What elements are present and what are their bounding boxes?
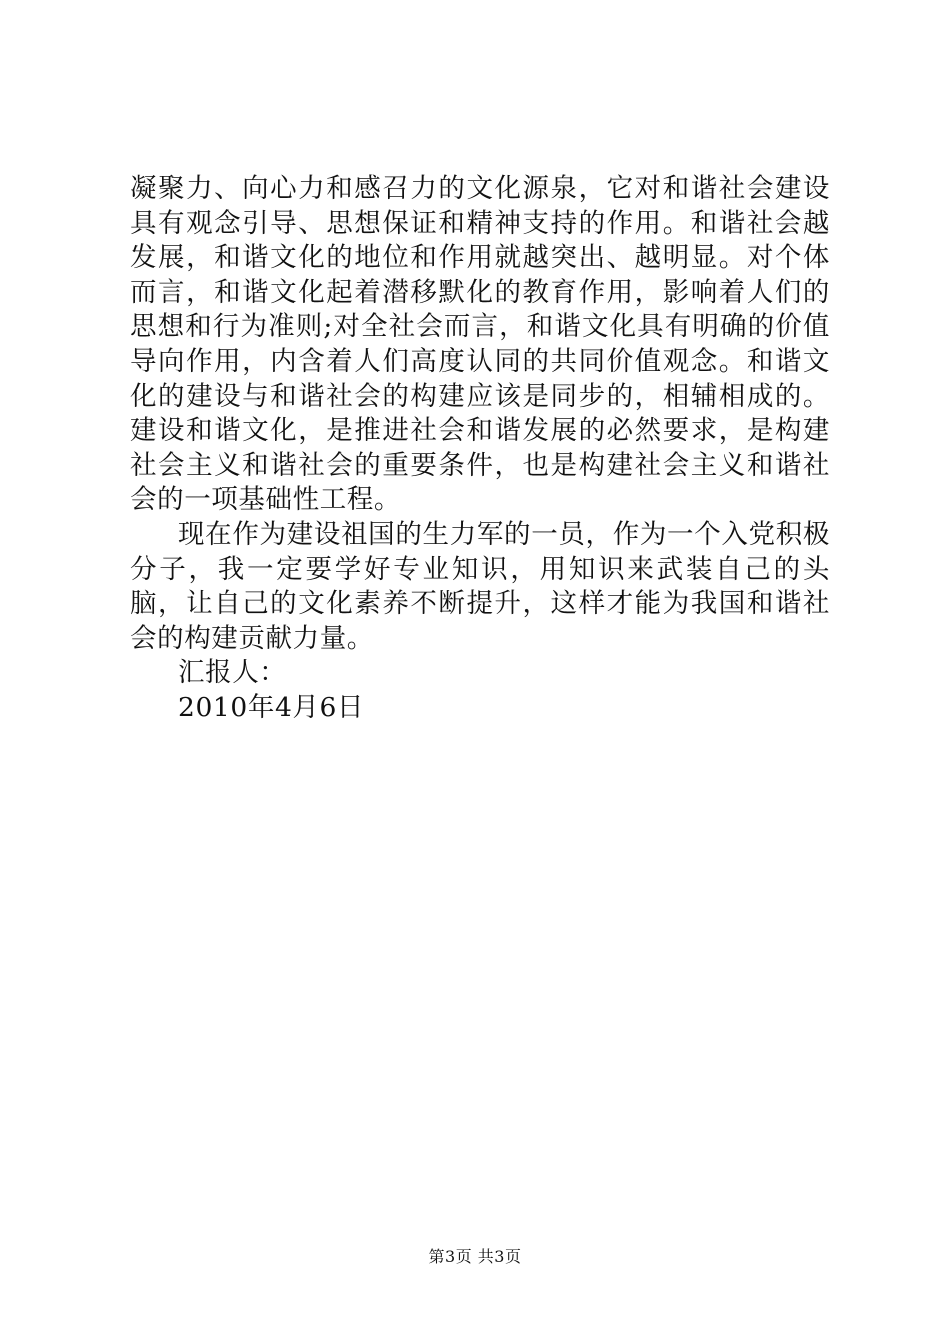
document-body <box>130 172 830 726</box>
reporter-label: 汇报人： <box>178 657 287 689</box>
paragraph-2: 现在作为建设祖国的生力军的一员，作为一个入党积极分子，我一定要学好专业知识，用知识来武装自己的头脑，让自己的文化素养不断提升，这样才能为我国和谐社会的构建贡献力量。 <box>130 518 830 654</box>
page-footer: 第3页 共3页 <box>428 1247 522 1266</box>
report-date: 2010年4月6日 <box>178 691 365 723</box>
paragraph-1: 凝聚力、向心力和感召力的文化源泉，它对和谐社会建设具有观念引导、思想保证和精神支持的作用。和谐社会越发展，和谐文化的地位和作用就越突出、越明显。对个体而言，和谐文化起着潜移默化的教育作用，影响着人们的思想和行为准则;对全社会而言，和谐文化具有明确的价值导向作用，内含着人们高度认同的共同价值观念。和谐文化的建设与和谐社会的构建应该是同步的，相辅相成的。建设和谐文化，是推进社会和谐发展的必然要求，是构建社会主义和谐社会的重要条件，也是构建社会主义和谐社会的一项基础性工程。 <box>130 173 830 516</box>
